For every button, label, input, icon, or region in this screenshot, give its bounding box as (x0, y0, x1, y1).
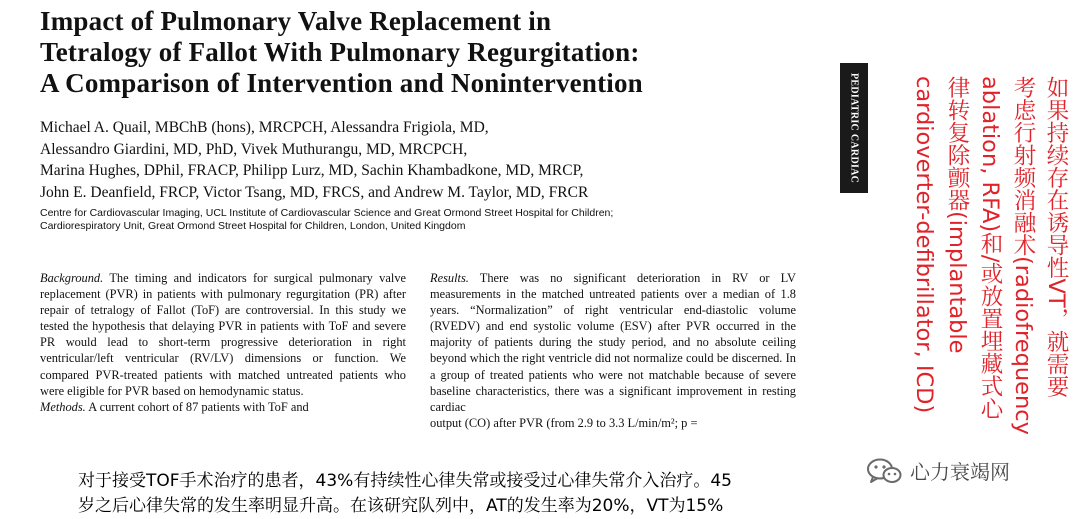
chinese-caption (0, 458, 830, 519)
author-line: Marina Hughes, DPhil, FRACP, Philipp Lurz, MD, Sachin Khambadkone, MD, MRCP, (40, 162, 584, 179)
author-line: Alessandro Giardini, MD, PhD, Vivek Muthurangu, MD, MRCPCH, (40, 140, 468, 158)
methods-line (40, 399, 406, 415)
results-last-line: output (CO) after PVR (from 2.9 to 3.3 L/min/m²; p = (430, 415, 698, 430)
author-line: John E. Deanfield, FRCP, Victor Tsang, MD, FRCS, and Andrew M. Taylor, MD, FRCR (40, 183, 589, 201)
affiliation (40, 207, 830, 233)
author-line: Michael A. Quail, MBChB (hons), MRCPCH, Alessandra Frigiola, MD, (40, 119, 489, 136)
annotation-line: 律转复除颤器(implantable (944, 76, 970, 354)
paper-title (40, 6, 830, 99)
affiliation-line: Centre for Cardiovascular Imaging, UCL Institute of Cardiovascular Science and Great Ormond Street Hospital for Children; (40, 207, 614, 219)
title-line: Impact of Pulmonary Valve Replacement in (40, 6, 552, 36)
wechat-icon (866, 457, 902, 485)
background-label: Background. (40, 271, 104, 285)
red-vertical-annotation (907, 76, 1072, 435)
watermark (866, 456, 1010, 485)
abstract-left-column (40, 270, 406, 415)
results-text: There was no significant deterioration in RV or LV measurements in the matched untreated patients over a median of 1.8 years. “Normalization” of right ventricular end-diastolic volume (RVEDV) and end systolic volume (ESV) after PVR occurred in the majority of patients during the study period, and no absolute ceiling beyond which the right ventricle did not normalize could be discerned. In a group of treated patients who were not matchable because of severe baseline characteristics, there was a significant improvement in resting cardiac (430, 271, 796, 414)
annotation-line: 如果持续存在诱导性VT，就需要 (1043, 76, 1069, 398)
sidebar-label-text: PEDIATRIC CARDIAC (848, 72, 860, 184)
caption-line: 对于接受TOF手术治疗的患者，43%有持续性心律失常或接受过心律失常介入治疗。45 (78, 471, 732, 491)
annotation-line: ablation, RFA)和/或放置埋藏式心 (977, 76, 1003, 420)
watermark-text: 心力衰竭网 (910, 460, 1010, 484)
title-line: A Comparison of Intervention and Nonintervention (40, 68, 643, 98)
annotation-line: 考虑行射频消融术(radiofrequency (1010, 76, 1036, 435)
background-text: The timing and indicators for surgical pulmonary valve replacement (PVR) in patients with pulmonary regurgitation (PR) after repair of tetralogy of Fallot (ToF) are controversial. In this study we tested the hypothesis that delaying PVR in patients with ToF and severe PR would lead to short-term progressive deterioration in right ventricular/left ventricular (RV/LV) dimensions or function. We compared PVR-treated patients with matched untreated patients who were eligible for PVR based on hemodynamic status. (40, 271, 407, 398)
affiliation-line: Cardiorespiratory Unit, Great Ormond Street Hospital for Children, London, United Kingdom (40, 220, 466, 232)
annotation-line: cardioverter-defibrillator, ICD) (911, 76, 937, 414)
author-list (40, 117, 830, 203)
section-sidebar-label (840, 63, 868, 193)
caption-line: 岁之后心律失常的发生率明显升高。在该研究队列中，AT的发生率为20%，VT为15% (78, 496, 724, 516)
abstract-right-column (430, 270, 796, 431)
title-line: Tetralogy of Fallot With Pulmonary Regurgitation: (40, 37, 640, 67)
results-label: Results. (430, 271, 469, 285)
methods-label: Methods. (40, 399, 86, 414)
methods-text: A current cohort of 87 patients with ToF and (88, 399, 309, 414)
